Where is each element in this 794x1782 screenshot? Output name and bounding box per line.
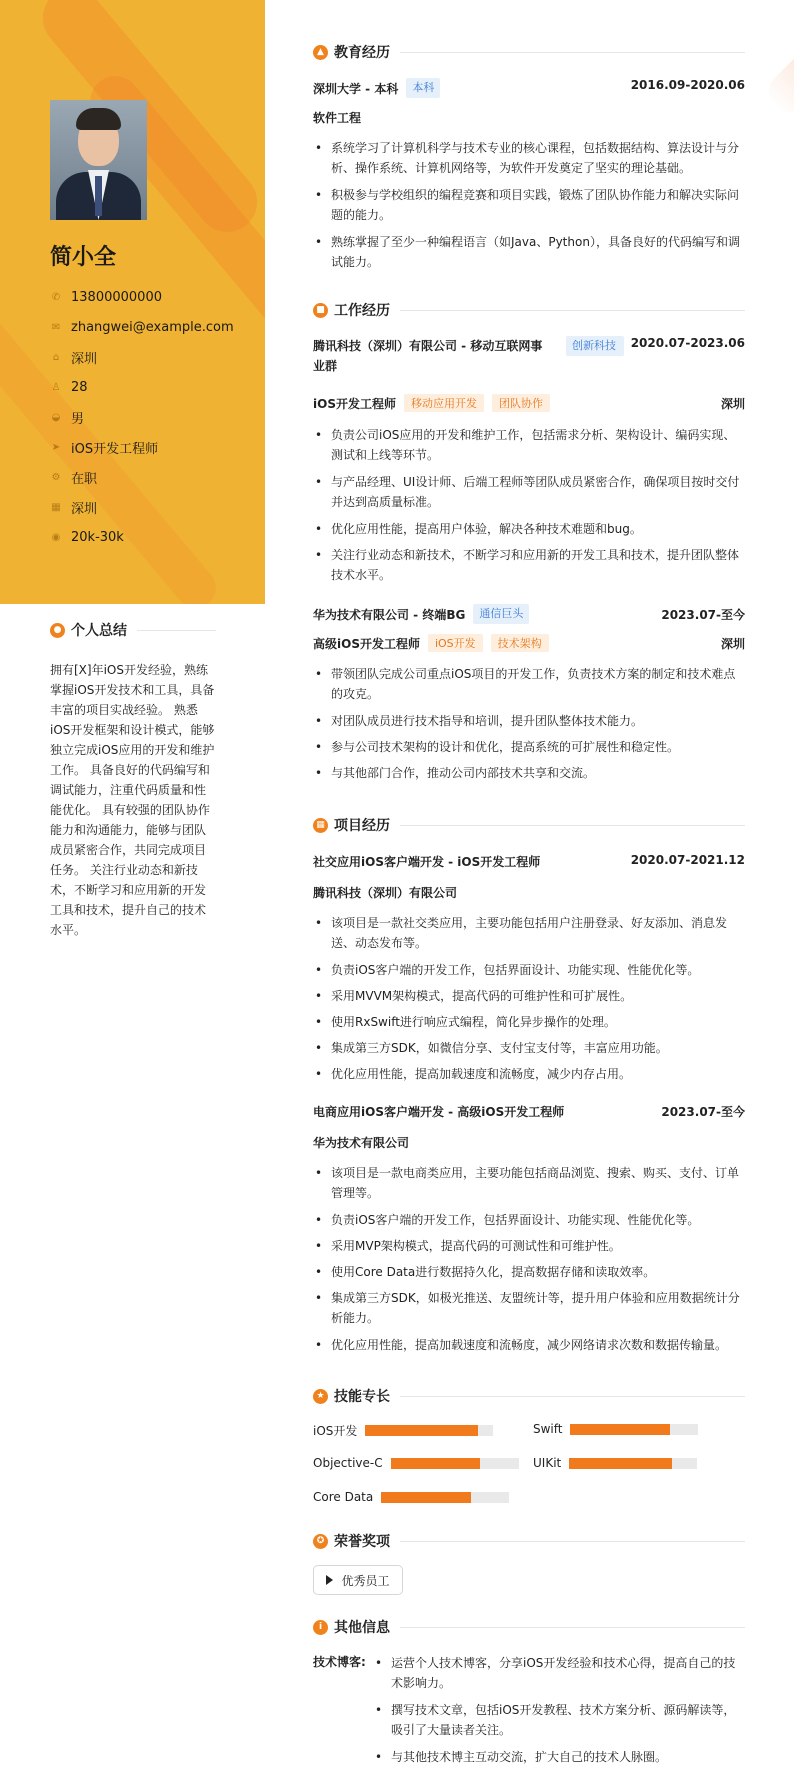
skill-bar-fill bbox=[570, 1424, 670, 1435]
list-item: • 集成第三方SDK，如微信分享、支付宝支付等，丰富应用功能。 bbox=[313, 1038, 745, 1058]
project-company: 腾讯科技（深圳）有限公司 bbox=[313, 886, 458, 900]
info-status: ⚙ 在职 bbox=[51, 471, 98, 487]
play-icon bbox=[326, 1575, 333, 1585]
project-row bbox=[313, 1103, 745, 1120]
divider bbox=[400, 825, 745, 826]
info-position: ➤ iOS开发工程师 bbox=[51, 441, 159, 457]
skill-bar bbox=[391, 1458, 519, 1469]
divider bbox=[400, 310, 745, 311]
list-item: • 优化应用性能，提高用户体验，解决各种技术难题和bug。 bbox=[313, 519, 745, 539]
info-phone: ✆ 13800000000 bbox=[51, 289, 162, 305]
company-tag: 通信巨头 bbox=[473, 604, 529, 624]
project-name: 电商应用iOS客户端开发 - 高级iOS开发工程师 bbox=[313, 1105, 565, 1119]
candidate-name: 简小全 bbox=[50, 245, 117, 270]
project-company-row bbox=[313, 1134, 745, 1151]
role-row bbox=[313, 634, 745, 652]
work-heading: ■ 工作经历 bbox=[313, 300, 745, 320]
divider bbox=[400, 1541, 745, 1542]
major-row bbox=[313, 109, 745, 126]
avatar bbox=[50, 100, 147, 220]
divider bbox=[137, 630, 216, 631]
education-heading: ▲ 教育经历 bbox=[313, 42, 745, 62]
list-item: • 采用MVP架构模式，提高代码的可测试性和可维护性。 bbox=[313, 1236, 745, 1256]
skills-heading: ★ 技能专长 bbox=[313, 1386, 745, 1406]
list-item: • 集成第三方SDK，如极光推送、友盟统计等，提升用户体验和应用数据统计分析能力。 bbox=[313, 1288, 745, 1328]
award-badge[interactable]: 优秀员工 bbox=[313, 1565, 403, 1595]
education-row bbox=[313, 78, 745, 98]
list-item: • 该项目是一款社交类应用，主要功能包括用户注册登录、好友添加、消息发送、动态发布等。 bbox=[313, 913, 745, 953]
project-row bbox=[313, 853, 745, 870]
skill-bar bbox=[570, 1424, 698, 1435]
list-item: • 运营个人技术博客，分享iOS开发经验和技术心得，提高自己的技术影响力。 bbox=[373, 1653, 745, 1693]
mail-icon: ✉ bbox=[51, 321, 61, 333]
project-date: 2023.07-至今 bbox=[661, 1105, 745, 1119]
company-tag: 创新科技 bbox=[566, 336, 624, 356]
info-salary: ◉ 20k-30k bbox=[51, 529, 124, 545]
job-row bbox=[313, 604, 745, 624]
skill-item bbox=[533, 1456, 697, 1470]
info-email[interactable]: ✉ zhangwei@example.com bbox=[51, 319, 234, 335]
job-role: 高级iOS开发工程师 bbox=[313, 636, 420, 651]
school-name: 深圳大学 - 本科 bbox=[313, 81, 399, 96]
skill-name: Objective-C bbox=[313, 1456, 383, 1470]
skill-tag: iOS开发 bbox=[428, 634, 483, 652]
info-icon: i bbox=[313, 1620, 328, 1635]
briefcase-icon: ■ bbox=[313, 303, 328, 318]
divider bbox=[400, 1396, 745, 1397]
list-item: • 与其他技术博主互动交流，扩大自己的技术人脉圈。 bbox=[373, 1747, 745, 1767]
graduation-cap-icon: ▲ bbox=[313, 45, 328, 60]
info-location: ⌂ 深圳 bbox=[50, 342, 234, 372]
job-city: 深圳 bbox=[720, 396, 745, 411]
skill-bar-fill bbox=[381, 1492, 471, 1503]
project-company: 华为技术有限公司 bbox=[313, 1136, 410, 1150]
divider bbox=[400, 1627, 745, 1628]
skill-bar bbox=[381, 1492, 509, 1503]
skill-bar bbox=[365, 1425, 493, 1436]
skill-tag: 移动应用开发 bbox=[404, 394, 484, 412]
skill-bar bbox=[569, 1458, 697, 1469]
skill-bar-fill bbox=[391, 1458, 481, 1469]
project-name: 社交应用iOS客户端开发 - iOS开发工程师 bbox=[313, 855, 541, 869]
list-item: • 使用Core Data进行数据持久化，提高数据存储和读取效率。 bbox=[313, 1262, 745, 1282]
info-gender: ◒ 男 bbox=[51, 411, 85, 427]
list-item: • 关注行业动态和新技术，不断学习和应用新的开发工具和技术，提升团队整体技术水平。 bbox=[313, 545, 745, 585]
divider bbox=[400, 52, 745, 53]
major: 软件工程 bbox=[313, 111, 362, 125]
job-date: 2023.07-至今 bbox=[661, 607, 745, 622]
home-icon: ⌂ bbox=[52, 351, 60, 363]
salary-icon: ◉ bbox=[51, 531, 61, 543]
skill-item bbox=[313, 1422, 493, 1439]
skill-bar-fill bbox=[365, 1425, 478, 1436]
company-name: 华为技术有限公司 - 终端BG bbox=[313, 607, 466, 622]
list-item: • 负责iOS客户端的开发工作，包括界面设计、功能实现、性能优化等。 bbox=[313, 960, 745, 980]
skill-name: UIKit bbox=[533, 1456, 562, 1470]
other-label: 技术博客: bbox=[313, 1655, 366, 1669]
list-item: • 系统学习了计算机科学与技术专业的核心课程，包括数据结构、算法设计与分析、操作系统、计算机网络等，为软件开发奠定了坚实的理论基础。 bbox=[313, 138, 745, 178]
skill-item bbox=[313, 1490, 509, 1504]
info-city: ▦ 深圳 bbox=[51, 501, 98, 517]
project-company-row bbox=[313, 884, 745, 901]
decorative-stroke bbox=[760, 0, 794, 121]
sidebar-header bbox=[0, 0, 265, 604]
honors-heading: ✪ 荣誉奖项 bbox=[313, 1531, 745, 1551]
list-item: • 熟练掌握了至少一种编程语言（如Java、Python），具备良好的代码编写和调试能力。 bbox=[313, 232, 745, 272]
list-item: • 负责公司iOS应用的开发和维护工作，包括需求分析、架构设计、编码实现、测试和上线等环节。 bbox=[313, 425, 745, 465]
skill-name: Core Data bbox=[313, 1490, 374, 1504]
education-date: 2016.09-2020.06 bbox=[630, 78, 745, 92]
list-item: • 与产品经理、UI设计师、后端工程师等团队成员紧密合作，确保项目按时交付并达到高质量标准。 bbox=[313, 472, 745, 512]
city-icon: ▦ bbox=[51, 501, 61, 513]
medal-icon: ✪ bbox=[313, 1534, 328, 1549]
job-city: 深圳 bbox=[720, 636, 745, 651]
grid-icon: ▦ bbox=[313, 818, 328, 833]
skill-bar-fill bbox=[569, 1458, 671, 1469]
age-icon: ♙ bbox=[51, 381, 61, 393]
gender-icon: ◒ bbox=[51, 411, 61, 423]
list-item: • 对团队成员进行技术指导和培训，提升团队整体技术能力。 bbox=[313, 711, 745, 731]
skill-name: Swift bbox=[533, 1422, 563, 1436]
list-item: • 与其他部门合作，推动公司内部技术共享和交流。 bbox=[313, 763, 745, 783]
projects-heading: ▦ 项目经历 bbox=[313, 815, 745, 835]
list-item: • 带领团队完成公司重点iOS项目的开发工作，负责技术方案的制定和技术难点的攻克。 bbox=[313, 664, 745, 704]
user-icon: ● bbox=[50, 623, 65, 638]
star-icon: ★ bbox=[313, 1389, 328, 1404]
list-item: • 使用RxSwift进行响应式编程，简化异步操作的处理。 bbox=[313, 1012, 745, 1032]
other-heading: i 其他信息 bbox=[313, 1617, 745, 1637]
summary-heading: ● 个人总结 bbox=[50, 620, 216, 640]
list-item: • 参与公司技术架构的设计和优化，提高系统的可扩展性和稳定性。 bbox=[313, 737, 745, 757]
job-role: iOS开发工程师 bbox=[313, 396, 396, 411]
project-date: 2020.07-2021.12 bbox=[630, 853, 745, 867]
list-item: • 优化应用性能，提高加载速度和流畅度，减少内存占用。 bbox=[313, 1064, 745, 1084]
phone-icon: ✆ bbox=[51, 291, 61, 303]
contact-info-list bbox=[50, 282, 234, 552]
info-age: ♙ 28 bbox=[51, 379, 88, 395]
list-item: • 该项目是一款电商类应用，主要功能包括商品浏览、搜索、购买、支付、订单管理等。 bbox=[313, 1163, 745, 1203]
company-name: 腾讯科技（深圳）有限公司 - 移动互联网事业群 bbox=[313, 339, 543, 373]
summary-text: 拥有[X]年iOS开发经验，熟练掌握iOS开发技术和工具，具备丰富的项目实战经验。 熟悉iOS开发框架和设计模式，能够独立完成iOS应用的开发和维护工作。 具备良好的代码编写和调试能力，注重代码质量和性能优化。 具有较强的团队协作能力和沟通能力，能够与团队成员紧密合作，共同完成项目任务。 关注行业动态和新技术，不断学习和应用新的开发工具和技术，提升自己的技术水平。 bbox=[50, 663, 215, 937]
list-item: • 撰写技术文章，包括iOS开发教程、技术方案分析、源码解读等，吸引了大量读者关注。 bbox=[373, 1700, 745, 1740]
skill-item bbox=[313, 1456, 519, 1470]
job-row bbox=[313, 336, 745, 376]
list-item: • 积极参与学校组织的编程竞赛和项目实践，锻炼了团队协作能力和解决实际问题的能力。 bbox=[313, 185, 745, 225]
position-icon: ➤ bbox=[51, 441, 61, 453]
skill-item bbox=[533, 1422, 698, 1436]
skill-tag: 团队协作 bbox=[492, 394, 550, 412]
list-item: • 采用MVVM架构模式，提高代码的可维护性和可扩展性。 bbox=[313, 986, 745, 1006]
list-item: • 优化应用性能，提高加载速度和流畅度，减少网络请求次数和数据传输量。 bbox=[313, 1335, 745, 1355]
degree-tag: 本科 bbox=[406, 78, 440, 98]
skill-tag: 技术架构 bbox=[491, 634, 549, 652]
skill-name: iOS开发 bbox=[313, 1424, 358, 1438]
list-item: • 负责iOS客户端的开发工作，包括界面设计、功能实现、性能优化等。 bbox=[313, 1210, 745, 1230]
job-date: 2020.07-2023.06 bbox=[630, 336, 745, 350]
status-icon: ⚙ bbox=[51, 471, 61, 483]
role-row bbox=[313, 394, 745, 412]
